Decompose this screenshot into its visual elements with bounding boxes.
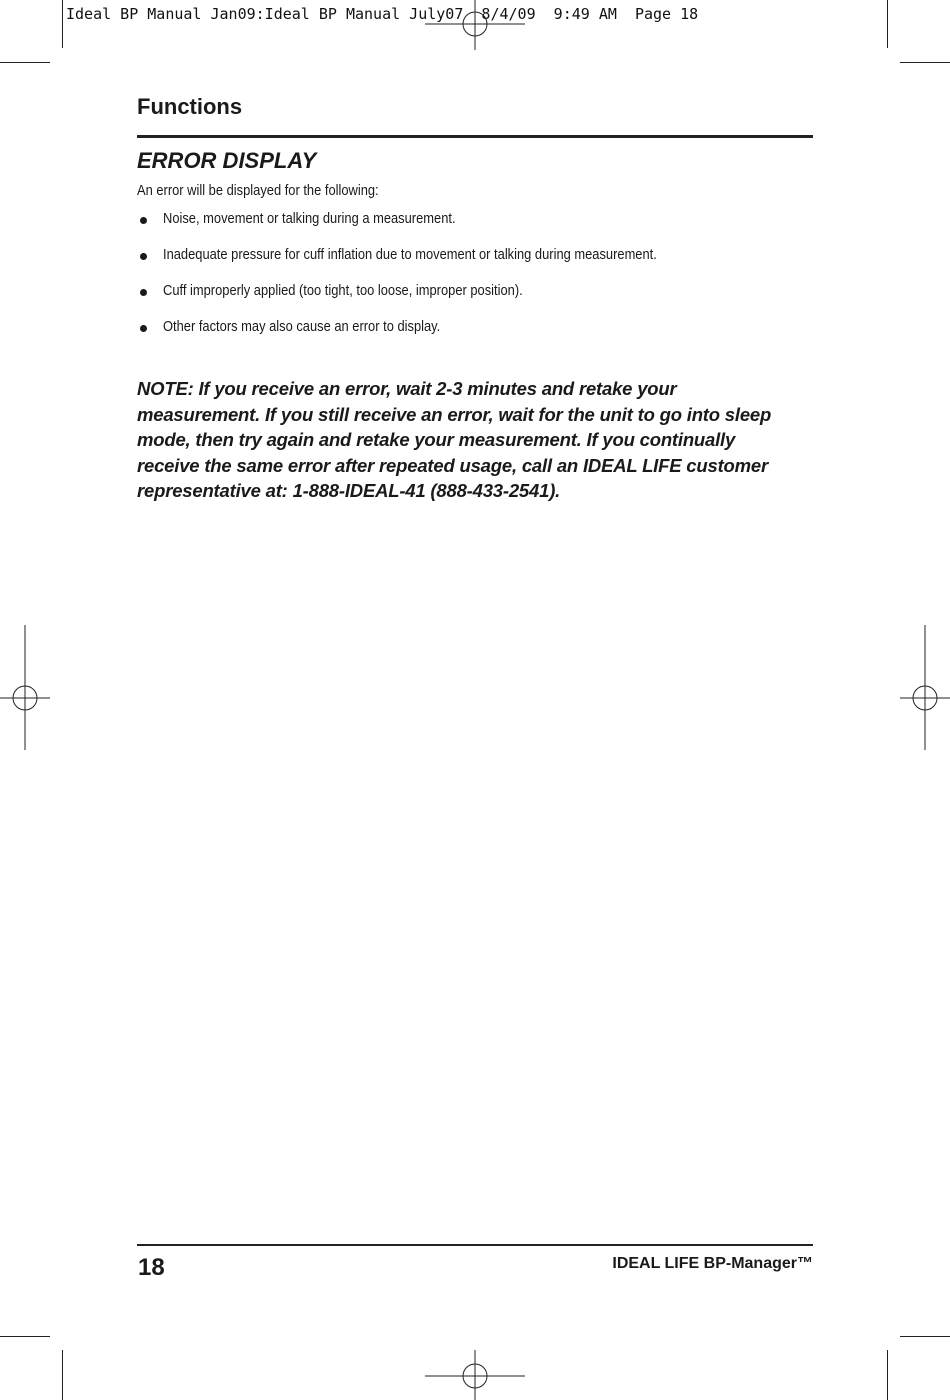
note-line: mode, then try again and retake your measurement. If you continually xyxy=(137,429,736,450)
crop-mark xyxy=(62,1350,63,1400)
bullet-icon xyxy=(140,325,147,332)
product-name: IDEAL LIFE BP-Manager™ xyxy=(612,1255,813,1272)
note-line: representative at: 1-888-IDEAL-41 (888-433-2541). xyxy=(137,480,561,501)
note-line: measurement. If you still receive an error, wait for the unit to go into sleep xyxy=(137,403,772,425)
section-title: Functions xyxy=(137,94,243,119)
error-display-intro: An error will be displayed for the following: xyxy=(137,182,379,199)
header-divider xyxy=(137,135,813,138)
registration-mark-icon xyxy=(900,625,950,750)
list-item-text: Noise, movement or talking during a measurement. xyxy=(163,210,456,227)
error-display-title: ERROR DISPLAY xyxy=(137,148,317,173)
registration-mark-icon xyxy=(425,1350,525,1400)
registration-mark-icon xyxy=(425,0,525,50)
crop-mark xyxy=(900,1336,950,1337)
footer-divider xyxy=(137,1244,813,1246)
bullet-icon xyxy=(140,253,147,260)
list-item-text: Cuff improperly applied (too tight, too loose, improper position). xyxy=(163,282,523,299)
error-note xyxy=(137,376,817,504)
note-line: NOTE: If you receive an error, wait 2-3 minutes and retake your xyxy=(137,378,677,399)
list-item-text: Other factors may also cause an error to display. xyxy=(163,318,441,335)
crop-mark xyxy=(887,0,888,48)
crop-mark xyxy=(0,1336,50,1337)
crop-mark xyxy=(887,1350,888,1400)
crop-mark xyxy=(0,62,50,63)
print-slug: Ideal BP Manual Jan09:Ideal BP Manual July07 8/4/09 9:49 AM Page 18 xyxy=(66,5,699,23)
list-item-text: Inadequate pressure for cuff inflation due to movement or talking during measurement. xyxy=(163,246,657,263)
crop-mark xyxy=(900,62,950,63)
bullet-icon xyxy=(140,289,147,296)
note-line: receive the same error after repeated usage, call an IDEAL LIFE customer xyxy=(137,454,768,476)
bullet-icon xyxy=(140,217,147,224)
page-number: 18 xyxy=(138,1254,165,1281)
crop-mark xyxy=(62,0,63,48)
registration-mark-icon xyxy=(0,625,50,750)
